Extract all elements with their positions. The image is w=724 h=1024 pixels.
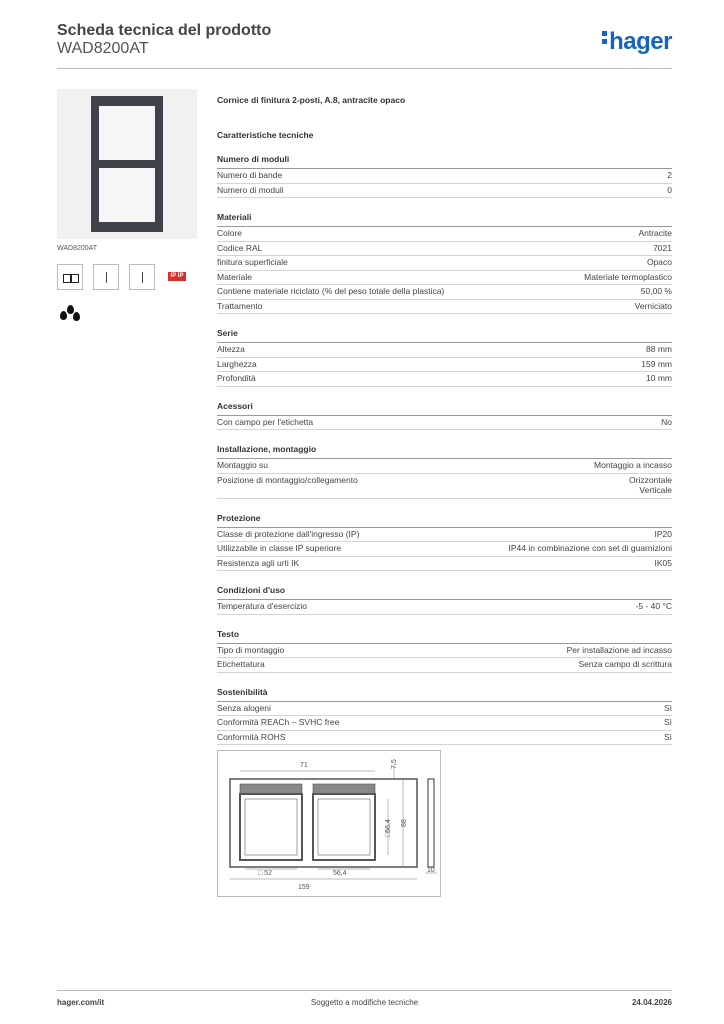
spec-label: Classe di protezione dall'ingresso (IP) (217, 528, 360, 539)
spec-section (217, 444, 672, 499)
spec-row (217, 242, 672, 257)
spec-section (217, 328, 672, 387)
spec-value: 7021 (653, 242, 672, 253)
image-caption: WAD8200AT (57, 245, 98, 252)
product-code: WAD8200AT (57, 40, 149, 57)
spec-label: Numero di moduli (217, 184, 284, 195)
spec-row (217, 600, 672, 615)
tech-heading: Caratteristiche tecniche (217, 130, 314, 140)
spec-label: Con campo per l'etichetta (217, 416, 314, 427)
spec-value: Orizzontale Verticale (629, 474, 672, 495)
spec-value: Per installazione ad incasso (566, 644, 672, 655)
spec-label: Tipo di montaggio (217, 644, 285, 655)
spec-row (217, 716, 672, 731)
section-title: Acessori (217, 401, 672, 416)
spec-value: IP44 in combinazione con set di guarnizioni (508, 543, 672, 553)
spec-row (217, 702, 672, 717)
spec-row (217, 358, 672, 373)
spec-row (217, 459, 672, 474)
dimension-drawing (218, 751, 440, 896)
two-module-icon (57, 264, 83, 290)
dim-top: 71 (300, 762, 308, 769)
section-title: Numero di moduli (217, 154, 672, 169)
spec-value: Antracite (638, 228, 672, 238)
spec-label: Posizione di montaggio/collegamento (217, 474, 358, 485)
spec-label: Numero di bande (217, 170, 283, 180)
product-media (57, 89, 197, 326)
spec-value: -5 - 40 °C (635, 601, 672, 611)
section-title: Installazione, montaggio (217, 444, 672, 459)
section-title: Protezione (217, 513, 672, 528)
footer-website[interactable]: hager.com/it (57, 998, 105, 1007)
spec-label: Altezza (217, 344, 245, 354)
spec-section (217, 585, 672, 615)
spec-row (217, 731, 672, 746)
feature-icons (57, 264, 197, 290)
section-title: Materiali (217, 212, 672, 227)
logo-dots-icon (602, 28, 608, 47)
spec-value: 159 mm (641, 358, 672, 369)
document-title: Scheda tecnica del prodotto (57, 22, 272, 39)
spec-value: Opaco (646, 257, 672, 267)
spec-value: Montaggio a incasso (594, 460, 672, 470)
spec-section (217, 154, 672, 198)
dim-inner-height: □56,4 (385, 819, 392, 837)
spec-value: No (661, 416, 672, 427)
dim-bottom-left: □ 52 (258, 870, 272, 877)
spec-label: Conformità ROHS (217, 731, 286, 742)
product-description: Cornice di finitura 2-posti, A.8, antracite opaco (217, 95, 406, 105)
section-title: Sostenibilità (217, 687, 672, 702)
spec-value: Senza campo di scrittura (578, 659, 672, 669)
page-header (57, 22, 672, 68)
spec-section (217, 629, 672, 673)
spec-value: 88 mm (646, 344, 672, 354)
spec-row (217, 169, 672, 184)
footer-divider (57, 990, 672, 991)
spec-label: Senza alogeni (217, 702, 271, 713)
spec-label: Conformità REACh – SVHC free (217, 717, 340, 727)
spec-label: Etichettatura (217, 659, 265, 669)
spec-section (217, 212, 672, 314)
section-title: Condizioni d'uso (217, 585, 672, 600)
frame-illustration (91, 96, 163, 232)
spec-label: Materiale (217, 271, 252, 282)
spec-sections (217, 154, 672, 745)
spec-row (217, 300, 672, 315)
spec-value: IK05 (654, 557, 672, 568)
spec-row (217, 542, 672, 557)
spec-row (217, 416, 672, 431)
dim-right-top: 7,5 (391, 759, 398, 769)
spec-row (217, 372, 672, 387)
spec-value: IP20 (654, 528, 672, 539)
spec-row (217, 658, 672, 673)
spec-sheet (217, 95, 672, 771)
spec-value: Materiale termoplastico (584, 271, 672, 282)
footer-date: 24.04.2026 (631, 998, 672, 1007)
spec-label: Resistenza agli urti IK (217, 557, 300, 568)
spec-label: Codice RAL (217, 242, 263, 253)
spec-row (217, 528, 672, 543)
spec-section (217, 401, 672, 431)
hager-logo: hager (602, 28, 672, 56)
dim-bottom-mid: 56,4 (333, 870, 347, 877)
spec-section (217, 687, 672, 746)
footer-notice: Soggetto a modifiche tecniche (310, 998, 419, 1007)
product-image (57, 89, 197, 239)
spec-label: Utilizzabile in classe IP superiore (217, 543, 342, 553)
spec-value: 0 (667, 184, 672, 195)
section-title: Serie (217, 328, 672, 343)
spec-row (217, 285, 672, 300)
dim-depth: 10 (427, 867, 435, 874)
ip-icon: IP IP (165, 264, 191, 290)
spec-label: Montaggio su (217, 460, 269, 470)
spec-section (217, 513, 672, 572)
line-icon (129, 264, 155, 290)
spec-label: Contiene materiale riciclato (% del peso totale della plastica) (217, 286, 445, 296)
section-title: Testo (217, 629, 672, 644)
spec-value: Verniciato (634, 300, 672, 311)
spec-row (217, 343, 672, 358)
line-icon (93, 264, 119, 290)
spec-row (217, 184, 672, 199)
dim-height: 88 (401, 819, 408, 827)
spec-label: Colore (217, 228, 243, 238)
spec-value: Sì (663, 731, 672, 742)
spec-row (217, 557, 672, 572)
spec-row (217, 256, 672, 271)
spec-label: Trattamento (217, 300, 263, 311)
dim-width: 159 (298, 884, 310, 891)
spec-row (217, 644, 672, 659)
spec-value: 50,00 % (640, 286, 672, 296)
spec-label: Temperatura d'esercizio (217, 601, 307, 611)
header-divider (57, 68, 672, 69)
spec-value: 2 (667, 170, 672, 180)
spec-value: Sì (663, 702, 672, 713)
spec-row (217, 271, 672, 286)
spec-row (217, 474, 672, 499)
spec-row (217, 227, 672, 242)
spec-label: Profondità (217, 373, 256, 383)
technical-drawing (217, 750, 441, 897)
spec-label: finitura superficiale (217, 257, 288, 267)
spec-value: Sì (663, 717, 672, 727)
spec-label: Larghezza (217, 358, 257, 369)
spec-value: 10 mm (646, 373, 672, 383)
drops-icon (57, 300, 83, 326)
